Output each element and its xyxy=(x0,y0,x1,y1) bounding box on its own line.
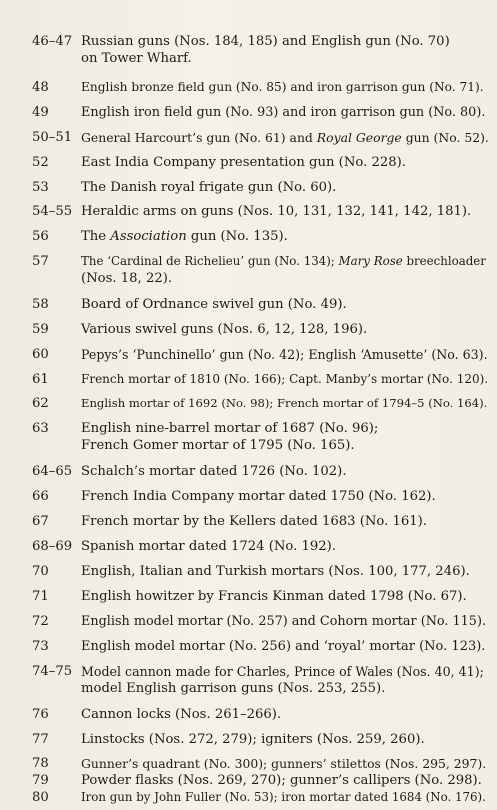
entry-description xyxy=(81,203,486,220)
entry-line: Various swivel guns (Nos. 6, 12, 128, 196). xyxy=(81,322,368,337)
entry-description xyxy=(81,463,486,480)
entry-line: Schalch’s mortar dated 1726 (No. 102). xyxy=(81,464,347,479)
entry-description xyxy=(81,104,486,121)
page-range: 72 xyxy=(32,614,49,629)
page-range: 66 xyxy=(32,489,49,504)
entry-description xyxy=(81,371,489,388)
entry-description xyxy=(81,638,486,655)
page-range: 79 xyxy=(32,773,49,788)
entry-line: Spanish mortar dated 1724 (No. 192). xyxy=(81,539,336,554)
entry-line: French Gomer mortar of 1795 (No. 165). xyxy=(81,438,355,453)
entry-description xyxy=(81,296,486,313)
entry-description xyxy=(81,731,486,748)
page-range: 71 xyxy=(32,589,49,604)
page-range: 73 xyxy=(32,639,49,654)
entry-line: Model cannon made for Charles, Prince of Wales (Nos. 40, 41); xyxy=(81,664,484,679)
entry-line: French India Company mortar dated 1750 (No. 162). xyxy=(81,489,436,504)
entry-line: Iron gun by John Fuller (No. 53); iron mortar dated 1684 (No. 176). xyxy=(81,790,486,804)
entry-description xyxy=(81,228,486,245)
page-range: 70 xyxy=(32,564,49,579)
page-range: 64–65 xyxy=(32,464,73,479)
entry-line: Board of Ordnance swivel gun (No. 49). xyxy=(81,297,347,312)
page-range: 61 xyxy=(32,372,49,387)
entry-line: English model mortar (No. 257) and Cohorn mortar (No. 115). xyxy=(81,614,487,629)
entry-line: Cannon locks (Nos. 261–266). xyxy=(81,707,282,722)
entry-line: French mortar of 1810 (No. 166); Capt. Manby’s mortar (No. 120). xyxy=(81,372,489,386)
entry-line: Powder flasks (Nos. 269, 270); gunner’s callipers (No. 298). xyxy=(81,773,482,788)
entry-description xyxy=(81,513,486,530)
entry-line: French mortar by the Kellers dated 1683 (No. 161). xyxy=(81,514,427,529)
entry-line: on Tower Wharf. xyxy=(81,51,192,66)
page-range: 54–55 xyxy=(32,204,73,219)
entry-description xyxy=(81,129,489,146)
page-range: 58 xyxy=(32,297,49,312)
page-range: 80 xyxy=(32,790,49,805)
entry-line: English model mortar (No. 256) and ‘royal’ mortar (No. 123). xyxy=(81,639,486,654)
page-range: 56 xyxy=(32,229,49,244)
entry-line: Heraldic arms on guns (Nos. 10, 131, 132, 141, 142, 181). xyxy=(81,204,472,219)
entry-description xyxy=(81,772,486,789)
page-range: 62 xyxy=(32,396,49,411)
page-range: 48 xyxy=(32,80,49,95)
page-range: 50–51 xyxy=(32,130,73,145)
entry-description xyxy=(81,33,486,67)
entry-line: East India Company presentation gun (No. 228). xyxy=(81,155,406,170)
page-range: 53 xyxy=(32,180,49,195)
entry-description xyxy=(81,613,486,630)
entry-line: The Danish royal frigate gun (No. 60). xyxy=(81,180,337,195)
entry-description xyxy=(81,346,486,363)
entry-description xyxy=(81,253,486,287)
page-range: 78 xyxy=(32,756,49,771)
page-range: 59 xyxy=(32,322,49,337)
page-range: 60 xyxy=(32,347,49,362)
entry-line: English mortar of 1692 (No. 98); French mortar of 1794–5 (No. 164). xyxy=(81,396,488,410)
entry-line: English nine-barrel mortar of 1687 (No. 96); xyxy=(81,421,379,436)
entry-line: English, Italian and Turkish mortars (Nos. 100, 177, 246). xyxy=(81,564,470,579)
entry-line: Gunner’s quadrant (No. 300); gunners’ stilettos (Nos. 295, 297). xyxy=(81,756,487,771)
entry-line: Pepys’s ‘Punchinello’ gun (No. 42); English ‘Amusette’ (No. 63). xyxy=(81,347,488,362)
entry-description xyxy=(81,321,486,338)
entry-description xyxy=(81,563,486,580)
entry-description xyxy=(81,79,486,96)
entry-line: The ‘Cardinal de Richelieu’ gun (No. 134); Mary Rose breechloader xyxy=(81,254,486,268)
entry-description xyxy=(81,420,486,454)
page-range: 67 xyxy=(32,514,49,529)
entry-line: The Association gun (No. 135). xyxy=(81,229,288,244)
page-range: 52 xyxy=(32,155,49,170)
entry-description xyxy=(81,179,486,196)
entry-description xyxy=(81,755,486,772)
entry-description xyxy=(81,588,486,605)
entry-line: model English garrison guns (Nos. 253, 255). xyxy=(81,681,386,696)
entry-line: English iron field gun (No. 93) and iron garrison gun (No. 80). xyxy=(81,105,486,120)
entry-line: English bronze field gun (No. 85) and iron garrison gun (No. 71). xyxy=(81,80,484,94)
entry-description xyxy=(81,154,486,171)
entry-description xyxy=(81,789,486,806)
entry-description xyxy=(81,706,486,723)
entry-line: Linstocks (Nos. 272, 279); igniters (Nos. 259, 260). xyxy=(81,732,425,747)
entry-description xyxy=(81,663,486,697)
entry-line: Russian guns (Nos. 184, 185) and English gun (No. 70) xyxy=(81,34,450,49)
page-range: 74–75 xyxy=(32,664,73,679)
page-range: 77 xyxy=(32,732,49,747)
page-range: 63 xyxy=(32,421,49,436)
entry-description xyxy=(81,488,486,505)
entry-description xyxy=(81,395,486,412)
page-range: 57 xyxy=(32,254,49,269)
entry-line: English howitzer by Francis Kinman dated 1798 (No. 67). xyxy=(81,589,467,604)
page-range: 46–47 xyxy=(32,34,73,49)
entry-line: General Harcourt’s gun (No. 61) and Royal George gun (No. 52). xyxy=(81,130,489,145)
page-range: 68–69 xyxy=(32,539,73,554)
page-range: 49 xyxy=(32,105,49,120)
page-range: 76 xyxy=(32,707,49,722)
entry-line: (Nos. 18, 22). xyxy=(81,271,173,286)
entry-description xyxy=(81,538,486,555)
